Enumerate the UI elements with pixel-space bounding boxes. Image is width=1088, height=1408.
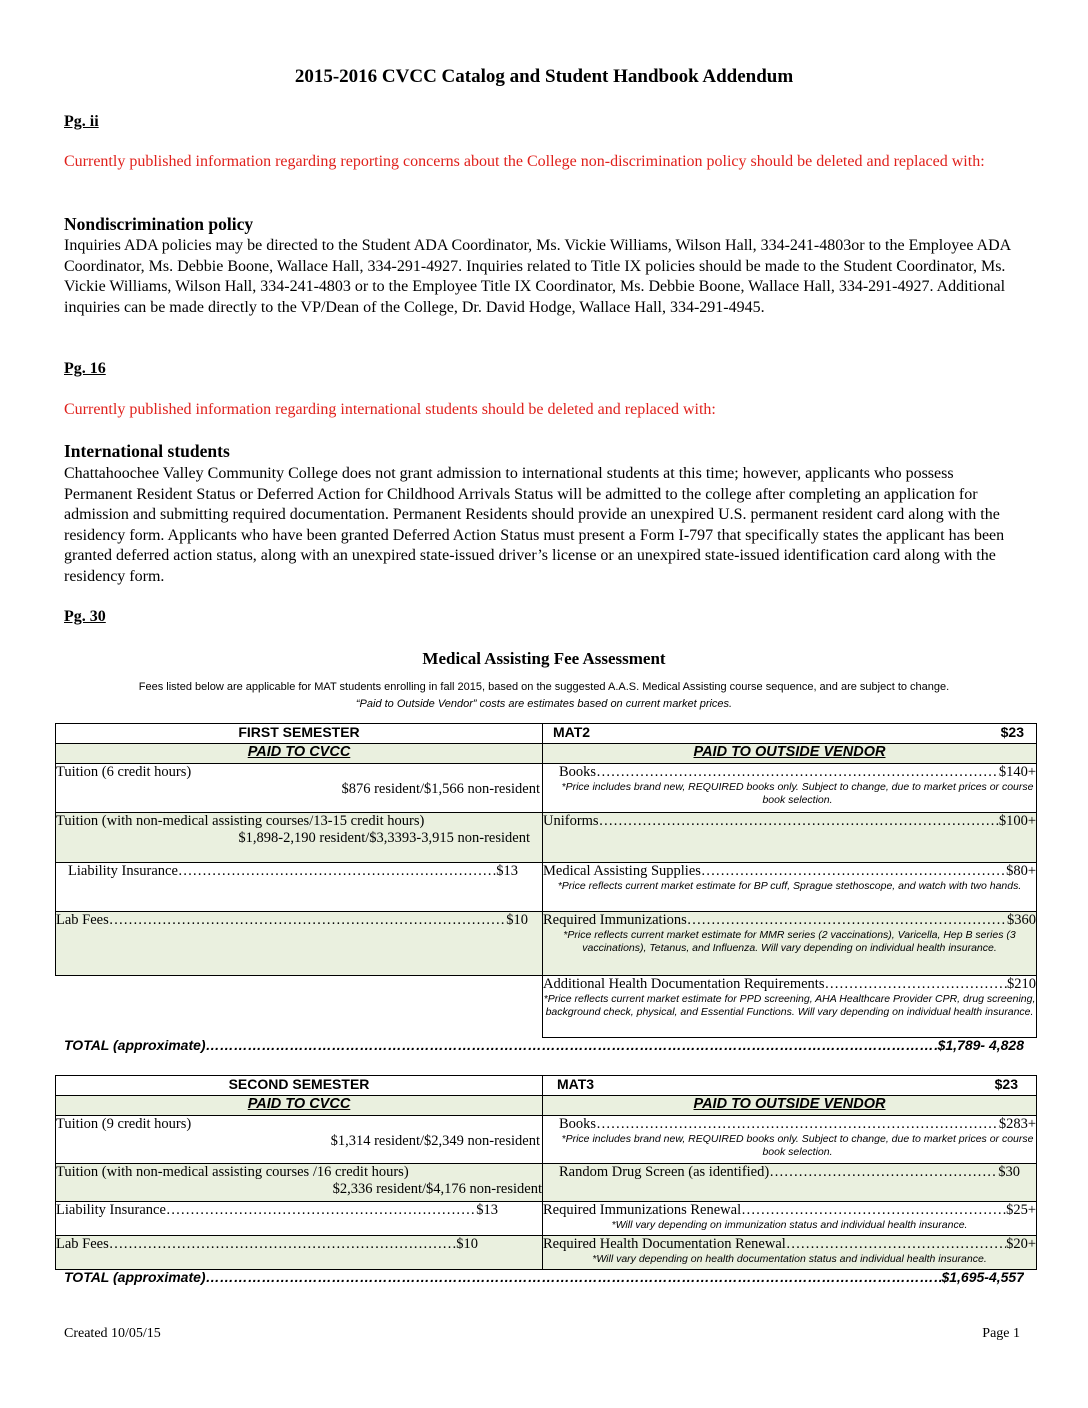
supplies-note: *Price reflects current market estimate for BP cuff, Sprague stethoscope, and watch with two hands. [557, 880, 1022, 892]
immunization-renewal-amount: $25+ [1006, 1202, 1036, 1218]
replacement-notice-international: Currently published information regarding international students should be deleted and replaced with: [64, 401, 716, 418]
first-semester-table [55, 723, 1037, 1038]
immunization-renewal-line [543, 1202, 1036, 1219]
empty-cell [56, 976, 543, 1038]
paid-to-vendor-header: PAID TO OUTSIDE VENDOR [543, 744, 1037, 764]
tuition-cell [56, 1116, 543, 1164]
immunization-renewal-cell [543, 1202, 1037, 1236]
liability-label: Liability Insurance [56, 1202, 166, 1218]
total-label: TOTAL (approximate) [64, 1269, 206, 1285]
drug-screen-amount: $30 [998, 1164, 1020, 1180]
page-ref-ii: Pg. ii [64, 113, 99, 130]
total-label: TOTAL (approximate) [64, 1037, 206, 1053]
immunizations-note: *Price reflects current market estimate for MMR series (2 vaccinations), Varicella, Hep B series (3 vaccinations), Tetanus, and Influenza. Will vary depending on individual health insurance. [563, 929, 1016, 954]
course-cell [543, 1076, 1037, 1096]
health-renewal-label: Required Health Documentation Renewal [543, 1236, 786, 1252]
lab-fees-label: Lab Fees [56, 912, 109, 928]
health-renewal-amount: $20+ [1006, 1236, 1036, 1252]
tuition-label: Tuition (9 credit hours) [56, 1116, 192, 1132]
heading-international-students: International students [64, 441, 230, 461]
books-note: *Price includes brand new, REQUIRED books only. Subject to change, due to market prices or course book selection. [561, 1133, 1034, 1158]
heading-nondiscrimination: Nondiscrimination policy [64, 214, 254, 234]
lab-fees-line [56, 1236, 478, 1253]
semester-name: FIRST SEMESTER [56, 724, 543, 744]
lab-fees-line [56, 912, 528, 929]
lab-fees-label: Lab Fees [56, 1236, 109, 1252]
page-ref-16: Pg. 16 [64, 360, 106, 377]
total-amount: $1,789- 4,828 [937, 1037, 1024, 1053]
supplies-line [543, 863, 1036, 880]
total-amount: $1,695-4,557 [941, 1269, 1024, 1285]
created-date: Created 10/05/15 [64, 1326, 161, 1341]
document-title: 2015-2016 CVCC Catalog and Student Handbook Addendum [294, 66, 794, 87]
paid-to-vendor-header: PAID TO OUTSIDE VENDOR [543, 1096, 1037, 1116]
liability-cell [56, 863, 543, 912]
uniforms-label: Uniforms [543, 813, 599, 829]
paid-to-cvcc-header: PAID TO CVCC [56, 744, 543, 764]
drug-screen-line [559, 1164, 1020, 1181]
page-ref-30: Pg. 30 [64, 608, 106, 625]
immunizations-line [543, 912, 1036, 929]
tuition-combined-cell [56, 1164, 543, 1202]
uniforms-cell [543, 813, 1037, 863]
tuition-combined-label: Tuition (with non-medical assisting courses /16 credit hours) [56, 1164, 409, 1180]
lab-fees-amount: $10 [456, 1236, 478, 1252]
nondiscrimination-body: Inquiries ADA policies may be directed to the Student ADA Coordinator, Ms. Vickie Williams, Wilson Hall, 334-241-4803or to the Employee ADA Coordinator, Ms. Debbie Boone, Wallace Hall, 334-291-4927. Inquiries related to Title IX policies should be made to the Student Coordinator, Ms. Vickie Williams, Wilson Hall, 334-241-4803 or to the Employee Title IX Coordinator, Ms. Debbie Boone, Wallace Hall, 334-291-4927. Additional inquiries can be made directly to the VP/Dean of the College, Dr. David Hodge, Wallace Hall, 334-291-4945. [64, 237, 1011, 316]
uniforms-amount: $100+ [998, 813, 1036, 829]
semester-name: SECOND SEMESTER [56, 1076, 543, 1096]
tuition-amount: $1,314 resident/$2,349 non-resident [330, 1133, 540, 1149]
books-label: Books [559, 764, 597, 780]
liability-cell [56, 1202, 543, 1236]
lab-fees-amount: $10 [506, 912, 528, 928]
books-cell [543, 1116, 1037, 1164]
liability-amount: $13 [476, 1202, 498, 1218]
supplies-label: Medical Assisting Supplies [543, 863, 701, 879]
tuition-combined-amount: $1,898-2,190 resident/$3,3393-3,915 non-resident [238, 830, 530, 846]
first-semester-total [64, 1037, 1024, 1053]
international-students-body: Chattahoochee Valley Community College does not grant admission to international students at this time; however, applicants who possess Permanent Resident Status or Deferred Action for Childhood Arrivals Status will be admitted to the college after completing an application for admission and submitting required documentation. Permanent Residents should provide an unexpired U.S. permanent resident card along with the residency form. Applicants who have been granted Deferred Action Status must present a Form I-797 that specifically states the applicant has been granted deferred action status, along with an unexpired state-issued driver’s license or an unexpired state-issued identification card along with the residency form. [64, 465, 1005, 585]
tuition-amount: $876 resident/$1,566 non-resident [341, 781, 540, 797]
health-docs-amount: $210 [1007, 976, 1036, 992]
lab-fees-cell [56, 912, 543, 976]
paid-to-cvcc-header: PAID TO CVCC [56, 1096, 543, 1116]
books-line [559, 1116, 1036, 1133]
health-docs-line [543, 976, 1036, 993]
health-renewal-note: *Will vary depending on health documentation status and individual health insurance. [592, 1253, 987, 1265]
health-docs-cell [543, 976, 1037, 1038]
liability-amount: $13 [496, 863, 518, 879]
immunizations-label: Required Immunizations [543, 912, 687, 928]
immunizations-cell [543, 912, 1037, 976]
drug-screen-cell [543, 1164, 1037, 1202]
course-cell [543, 724, 1037, 744]
vendor-cost-note: “Paid to Outside Vendor” costs are estimates based on current market prices. [355, 698, 733, 710]
health-docs-label: Additional Health Documentation Requirements [543, 976, 825, 992]
course-code: MAT3 [557, 1076, 595, 1092]
health-docs-note: *Price reflects current market estimate for PPD screening, AHA Healthcare Provider CPR, drug screening, background check, physical, and Essential Functions. Will vary depending on individual health insurance. [543, 993, 1036, 1018]
second-semester-total [64, 1269, 1024, 1285]
lab-fees-cell [56, 1236, 543, 1270]
immunization-renewal-label: Required Immunizations Renewal [543, 1202, 742, 1218]
immunizations-amount: $360 [1007, 912, 1036, 928]
replacement-notice-nondiscrimination: Currently published information regarding reporting concerns about the College non-discrimination policy should be deleted and replaced with: [64, 153, 985, 170]
fee-note: Fees listed below are applicable for MAT students enrolling in fall 2015, based on the suggested A.A.S. Medical Assisting course sequence, and are subject to change. [138, 681, 950, 693]
liability-line [56, 1202, 498, 1219]
uniforms-line [543, 813, 1036, 830]
immunization-renewal-note: *Will vary depending on immunization status and individual health insurance. [611, 1219, 968, 1231]
books-line [559, 764, 1036, 781]
tuition-combined-amount: $2,336 resident/$4,176 non-resident [332, 1181, 542, 1197]
course-fee: $23 [1000, 724, 1024, 740]
tuition-combined-label: Tuition (with non-medical assisting courses/13-15 credit hours) [56, 813, 425, 829]
supplies-cell [543, 863, 1037, 912]
course-fee: $23 [994, 1076, 1018, 1092]
books-amount: $283+ [998, 1116, 1036, 1132]
tuition-cell [56, 764, 543, 813]
page-number: Page 1 [982, 1326, 1020, 1341]
tuition-label: Tuition (6 credit hours) [56, 764, 192, 780]
liability-label: Liability Insurance [68, 863, 178, 879]
second-semester-table [55, 1075, 1037, 1270]
drug-screen-label: Random Drug Screen (as identified) [559, 1164, 770, 1180]
books-label: Books [559, 1116, 597, 1132]
health-renewal-cell [543, 1236, 1037, 1270]
supplies-amount: $80+ [1006, 863, 1036, 879]
books-note: *Price includes brand new, REQUIRED books only. Subject to change, due to market prices or course book selection. [561, 781, 1034, 806]
books-amount: $140+ [998, 764, 1036, 780]
books-cell [543, 764, 1037, 813]
fee-assessment-title: Medical Assisting Fee Assessment [422, 649, 666, 668]
tuition-combined-cell [56, 813, 543, 863]
course-code: MAT2 [553, 724, 591, 740]
health-renewal-line [543, 1236, 1036, 1253]
liability-line [68, 863, 518, 880]
